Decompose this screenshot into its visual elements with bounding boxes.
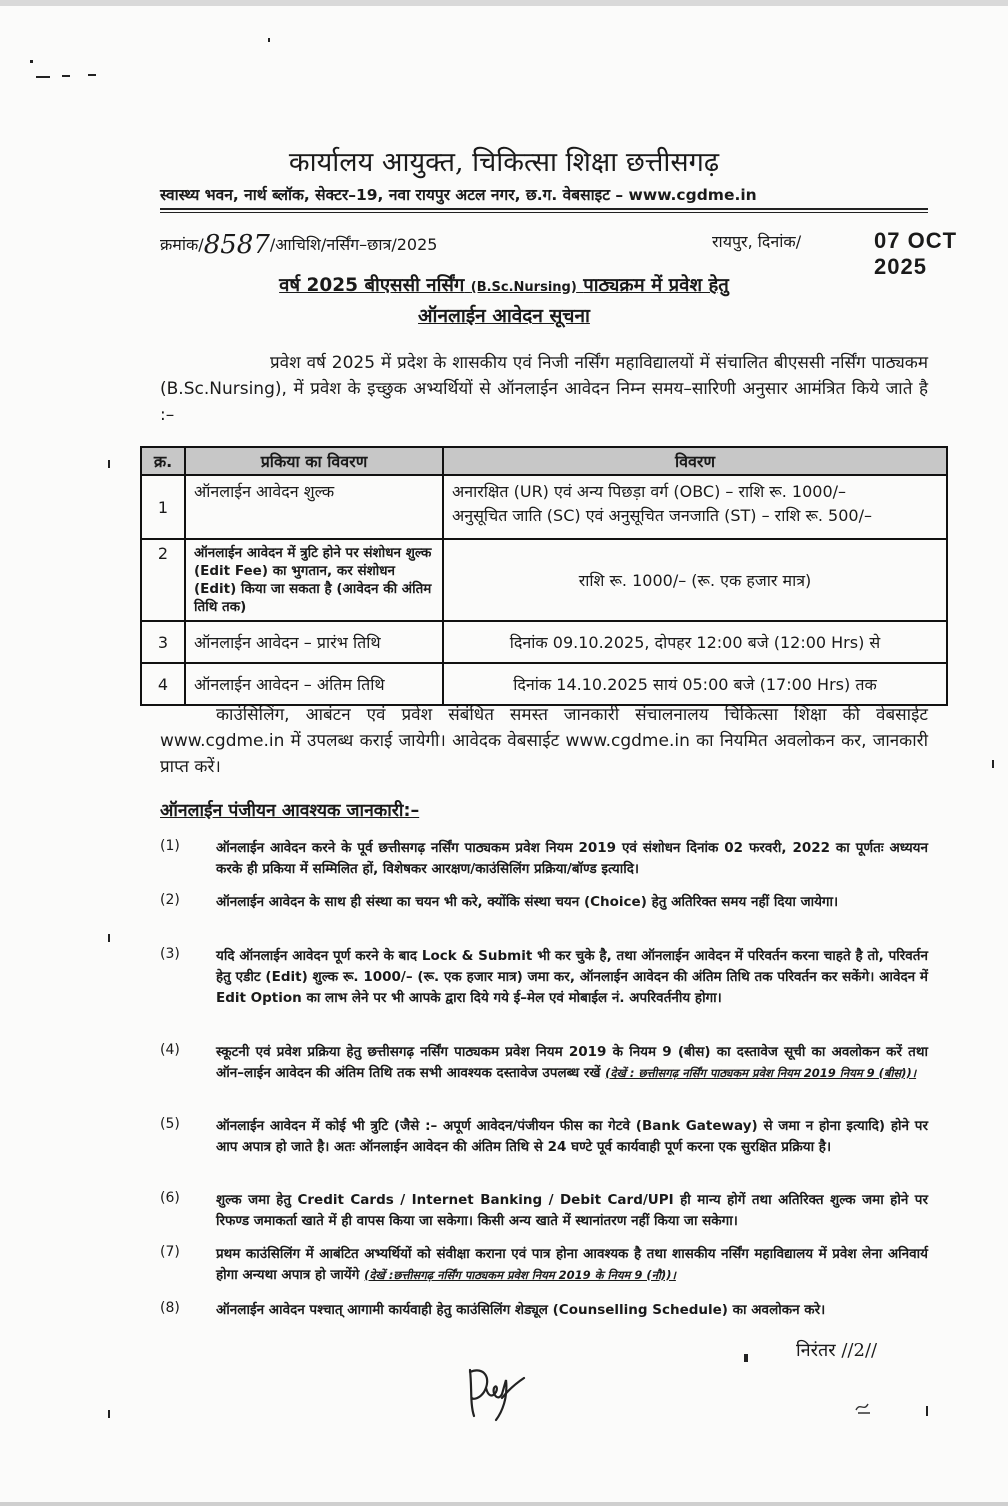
- scan-speck: [108, 1410, 110, 1418]
- scan-speck: [744, 1354, 748, 1362]
- row-process: ऑनलाईन आवेदन शुल्क: [185, 475, 443, 539]
- signature-icon: [462, 1358, 532, 1422]
- row-num: 3: [141, 621, 185, 663]
- row-details-line1: अनारक्षित (UR) एवं अन्य पिछड़ा वर्ग (OBC) – राशि रू. 1000/–: [452, 482, 847, 501]
- scan-speck: [108, 934, 110, 942]
- item-number: (8): [160, 1300, 180, 1316]
- scan-speck: [108, 460, 110, 468]
- row-details-line2: अनुसूचित जाति (SC) एवं अनुसूचित जनजाति (ST) – राशि रू. 500/–: [452, 506, 872, 525]
- row-process: ऑनलाईन आवेदन – प्रारंभ तिथि: [185, 621, 443, 663]
- item-text: [216, 1244, 928, 1286]
- item-number: (2): [160, 892, 180, 908]
- schedule-table: [140, 446, 948, 706]
- scan-speck: [88, 74, 96, 76]
- scan-speck: [62, 75, 70, 77]
- scan-speck: [36, 76, 50, 78]
- date-stamp: 07 OCT 2025: [874, 228, 958, 279]
- row-details: दिनांक 14.10.2025 सायं 05:00 बजे (17:00 Hrs) तक: [443, 663, 947, 705]
- col-header-details: विवरण: [443, 447, 947, 475]
- office-title: कार्यालय आयुक्त, चिकित्सा शिक्षा छत्तीसगढ़: [288, 147, 720, 178]
- row-process: ऑनलाईन आवेदन में त्रुटि होने पर संशोधन शुल्क (Edit Fee) का भुगतान, कर संशोधन (Edit) किया जा सकता है (आवेदन की अंतिम तिथि तक): [185, 539, 443, 621]
- header-rule-thin: [160, 212, 928, 213]
- table-row: [141, 539, 947, 621]
- row-details: राशि रू. 1000/– (रू. एक हजार मात्र): [443, 539, 947, 621]
- item-number: (7): [160, 1244, 180, 1260]
- handwritten-initials-icon: [854, 1398, 874, 1419]
- row-details: दिनांक 09.10.2025, दोपहर 12:00 बजे (12:00 Hrs) से: [443, 621, 947, 663]
- title-pre: वर्ष 2025 बीएससी नर्सिंग: [279, 275, 465, 296]
- title-post: पाठ्यक्रम में प्रवेश हेतु: [583, 275, 729, 296]
- item-text-main: स्कूटनी एवं प्रवेश प्रक्रिया हेतु छत्तीसगढ़ नर्सिंग पाठ्यकम प्रवेश नियम 2019 के नियम 9 (बीस) का दस्तावेज सूची का अवलोकन करें तथा ऑन–लाईन आवेदन की अंतिम तिथि तक सभी आवश्यक दस्तावेज उपलब्ध रखें: [216, 1044, 928, 1081]
- item-text: ऑनलाईन आवेदन के साथ ही संस्था का चयन भी करे, क्योंकि संस्था चयन (Choice) हेतु अतिरिक्त समय नहीं दिया जायेगा।: [216, 894, 839, 910]
- continued-marker: निरंतर //2//: [796, 1340, 878, 1361]
- row-process: ऑनलाईन आवेदन – अंतिम तिथि: [185, 663, 443, 705]
- item-text: ऑनलाईन आवेदन पश्चात् आगामी कार्यवाही हेतु काउंसिलिंग शेड्यूल (Counselling Schedule) का अवलोकन करे।: [216, 1302, 826, 1318]
- item-number: (4): [160, 1042, 180, 1058]
- item-text-main: प्रथम काउंसिलिंग में आबंटित अभ्यर्थियों को संवीक्षा कराना एवं पात्र होना आवश्यक है तथा शासकीय नर्सिंग महाविद्यालय में प्रवेश लेना अनिवार्य होगा अन्यथा अपात्र हो जायेंगे: [216, 1246, 928, 1283]
- office-address: स्वास्थ्य भवन, नार्थ ब्लॉक, सेक्टर–19, नवा रायपुर अटल नगर, छ.ग. वेबसाइट – www.cgdme.in: [160, 186, 757, 204]
- header-rule: [160, 208, 928, 210]
- reference-suffix: /आचिशि/नर्सिंग–छात्र/2025: [269, 235, 438, 254]
- item-number: (1): [160, 838, 180, 854]
- scan-speck: [992, 760, 994, 768]
- reference-number: [160, 230, 437, 260]
- scan-top-edge: [0, 0, 1008, 6]
- item-rule-reference: (देखें :छत्तीसगढ़ नर्सिंग पाठ्यकम प्रवेश नियम 2019 के नियम 9 (नौ))।: [364, 1268, 676, 1282]
- item-number: (3): [160, 946, 180, 962]
- col-header-process: प्रकिया का विवरण: [185, 447, 443, 475]
- title-small: (B.Sc.Nursing): [470, 280, 577, 295]
- item-number: (5): [160, 1116, 180, 1132]
- scan-bottom-edge: [0, 1502, 1008, 1506]
- table-header-row: [141, 447, 947, 475]
- row-details: [443, 475, 947, 539]
- place-date-label: रायपुर, दिनांक/: [712, 232, 802, 251]
- scan-speck: [268, 38, 270, 42]
- counselling-note: काउंसिलिंग, आबंटन एवं प्रवेश संबंधित समस्त जानकारी संचालनालय चिकित्सा शिक्षा की वेबसाईट www.cgdme.in में उपलब्ध कराई जायेगी। आवेदक वेबसाईट www.cgdme.in का नियमित अवलोकन कर, जानकारी प्राप्त करें।: [160, 705, 928, 777]
- reference-handwritten-number: 8587: [203, 230, 270, 260]
- row-num: 2: [141, 539, 185, 621]
- row-num: 4: [141, 663, 185, 705]
- table-row: [141, 475, 947, 539]
- item-text: ऑनलाईन आवेदन करने के पूर्व छत्तीसगढ़ नर्सिंग पाठ्यकम प्रवेश नियम 2019 एवं संशोधन दिनांक 02 फरवरी, 2022 का पूर्णतः अध्ययन करके ही प्रकिया में सम्मिलित हों, विशेषकर आरक्षण/काउंसिलिंग प्रक्रिया/बॉण्ड इत्यादि।: [216, 840, 928, 877]
- item-text: [216, 1042, 928, 1084]
- scan-speck: [926, 1406, 928, 1416]
- intro-paragraph: प्रवेश वर्ष 2025 में प्रदेश के शासकीय एवं निजी नर्सिंग महाविद्यालयों में संचालित बीएससी नर्सिंग पाठ्यकम (B.Sc.Nursing), में प्रवेश के इच्छुक अभ्यर्थियों से ऑनलाईन आवेदन निम्न समय–सारिणी अनुसार आमंत्रित किये जाते है :–: [160, 353, 928, 425]
- row-num: 1: [141, 475, 185, 539]
- notice-title-line2: ऑनलाईन आवेदन सूचना: [418, 305, 590, 327]
- notice-title-line1: [0, 272, 1008, 297]
- registration-heading: ऑनलाईन पंजीयन आवश्यक जानकारी:–: [160, 801, 420, 821]
- item-text: शुल्क जमा हेतु Credit Cards / Internet Banking / Debit Card/UPI ही मान्य होगें तथा अतिरिक्त शुल्क जमा होने पर रिफण्ड जमाकर्ता खाते में ही वापस किया जा सकेगा। किसी अन्य खाते में स्थानांतरण नहीं किया जा सकेगा।: [216, 1192, 928, 1229]
- item-text: यदि ऑनलाईन आवेदन पूर्ण करने के बाद Lock & Submit भी कर चुके है, तथा ऑनलाईन आवेदन में परिवर्तन करना चाहते है तो, परिवर्तन हेतु एडीट (Edit) शुल्क रू. 1000/– (रू. एक हजार मात्र) जमा कर, ऑनलाईन आवेदन की अंतिम तिथि तक परिवर्तन कर सकेंगे। आवेदन में Edit Option का लाभ लेने पर भी आपके द्वारा दिये गये ई–मेल एवं मोबाईल नं. अपरिवर्तनीय होगा।: [216, 948, 928, 1006]
- table-row: [141, 621, 947, 663]
- reference-prefix: क्रमांक/: [160, 235, 204, 254]
- item-rule-reference: (देखें : छत्तीसगढ़ नर्सिंग पाठ्यकम प्रवेश नियम 2019 नियम 9 (बीस))।: [605, 1066, 917, 1080]
- table-row: [141, 663, 947, 705]
- scan-speck: [30, 60, 33, 63]
- item-text: ऑनलाईन आवेदन में कोई भी त्रुटि (जैसे :– अपूर्ण आवेदन/पंजीयन फीस का गेटवे (Bank Gateway) से जमा न होना इत्यादि) होने पर आप अपात्र हो जाते है। अतः ऑनलाईन आवेदन की अंतिम तिथि से 24 घण्टे पूर्व कार्यवाही पूर्ण करना एक सुरक्षित प्रक्रिया है।: [216, 1118, 928, 1155]
- item-number: (6): [160, 1190, 180, 1206]
- col-header-num: क्र.: [141, 447, 185, 475]
